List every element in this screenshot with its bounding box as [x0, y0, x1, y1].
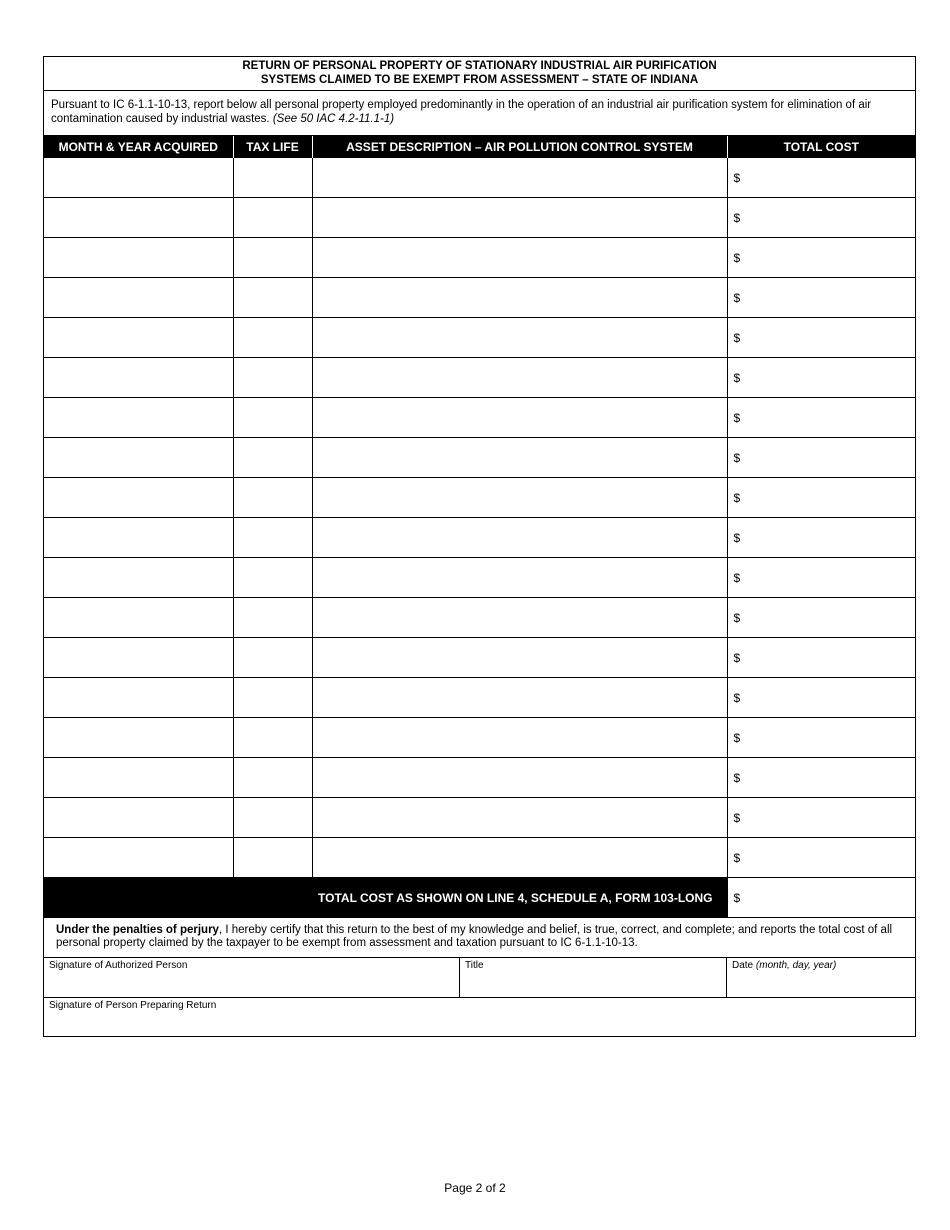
signature-row [44, 957, 915, 997]
header-total-cost: TOTAL COST [727, 136, 915, 158]
dollar-sign: $ [733, 610, 741, 625]
table-row [44, 638, 915, 678]
tax-life-field[interactable] [233, 198, 312, 238]
total-cost-field[interactable] [727, 478, 915, 518]
total-cost-field[interactable] [727, 358, 915, 398]
dollar-sign: $ [733, 170, 741, 185]
preparer-signature-field[interactable] [44, 997, 915, 1036]
authorized-signature-field[interactable] [44, 958, 460, 997]
dollar-sign: $ [733, 810, 741, 825]
tax-life-field[interactable] [233, 718, 312, 758]
asset-description-field[interactable] [312, 758, 727, 798]
dollar-sign: $ [733, 850, 741, 865]
month-year-field[interactable] [44, 278, 233, 318]
date-hint: (month, day, year) [755, 960, 837, 971]
table-row [44, 518, 915, 558]
table-row [44, 758, 915, 798]
dollar-sign: $ [733, 570, 741, 585]
form-container [43, 56, 916, 1037]
total-cost-field[interactable] [727, 278, 915, 318]
table-row [44, 398, 915, 438]
table-header-row [44, 136, 915, 158]
table-row [44, 158, 915, 198]
table-row [44, 718, 915, 758]
total-row [44, 878, 915, 918]
table-row [44, 598, 915, 638]
asset-rows [44, 158, 915, 878]
asset-description-field[interactable] [312, 398, 727, 438]
form-title-line-2: SYSTEMS CLAIMED TO BE EXEMPT FROM ASSESSMENT – STATE OF INDIANA [260, 74, 699, 86]
table-row [44, 318, 915, 358]
total-cost-field[interactable] [727, 558, 915, 598]
header-month-year: MONTH & YEAR ACQUIRED [44, 136, 233, 158]
dollar-sign: $ [733, 650, 741, 665]
tax-life-field[interactable] [233, 598, 312, 638]
asset-description-field[interactable] [312, 798, 727, 838]
month-year-field[interactable] [44, 638, 233, 678]
total-dollar-sign: $ [733, 890, 741, 905]
instructions [44, 91, 915, 136]
tax-life-field[interactable] [233, 838, 312, 878]
asset-description-field[interactable] [312, 558, 727, 598]
dollar-sign: $ [733, 370, 741, 385]
total-cost-label: TOTAL COST AS SHOWN ON LINE 4, SCHEDULE A, FORM 103-LONG [44, 878, 727, 918]
date-label: Date [732, 960, 754, 971]
total-cost-field[interactable] [727, 798, 915, 838]
total-cost-field[interactable] [727, 158, 915, 198]
total-cost-field[interactable] [727, 598, 915, 638]
asset-description-field[interactable] [312, 518, 727, 558]
table-row [44, 678, 915, 718]
month-year-field[interactable] [44, 798, 233, 838]
dollar-sign: $ [733, 490, 741, 505]
asset-table [44, 136, 915, 917]
total-cost-field[interactable] [727, 758, 915, 798]
tax-life-field[interactable] [233, 638, 312, 678]
table-row [44, 478, 915, 518]
asset-description-field[interactable] [312, 838, 727, 878]
asset-description-field[interactable] [312, 318, 727, 358]
tax-life-field[interactable] [233, 358, 312, 398]
asset-description-field[interactable] [312, 638, 727, 678]
tax-life-field[interactable] [233, 478, 312, 518]
total-cost-field[interactable] [727, 878, 915, 918]
month-year-field[interactable] [44, 518, 233, 558]
total-cost-field[interactable] [727, 718, 915, 758]
title-label: Title [465, 960, 484, 971]
dollar-sign: $ [733, 450, 741, 465]
month-year-field[interactable] [44, 358, 233, 398]
table-row [44, 798, 915, 838]
table-row [44, 278, 915, 318]
dollar-sign: $ [733, 250, 741, 265]
tax-life-field[interactable] [233, 678, 312, 718]
month-year-field[interactable] [44, 198, 233, 238]
asset-description-field[interactable] [312, 278, 727, 318]
tax-life-field[interactable] [233, 158, 312, 198]
table-row [44, 838, 915, 878]
asset-description-field[interactable] [312, 158, 727, 198]
header-tax-life: TAX LIFE [233, 136, 312, 158]
dollar-sign: $ [733, 730, 741, 745]
form-title-line-1: RETURN OF PERSONAL PROPERTY OF STATIONARY INDUSTRIAL AIR PURIFICATION [242, 60, 717, 72]
table-row [44, 198, 915, 238]
month-year-field[interactable] [44, 398, 233, 438]
dollar-sign: $ [733, 290, 741, 305]
tax-life-field[interactable] [233, 798, 312, 838]
month-year-field[interactable] [44, 238, 233, 278]
month-year-field[interactable] [44, 318, 233, 358]
dollar-sign: $ [733, 210, 741, 225]
dollar-sign: $ [733, 530, 741, 545]
asset-description-field[interactable] [312, 678, 727, 718]
total-cost-field[interactable] [727, 638, 915, 678]
asset-description-field[interactable] [312, 358, 727, 398]
authorized-signature-label: Signature of Authorized Person [49, 960, 188, 971]
month-year-field[interactable] [44, 598, 233, 638]
month-year-field[interactable] [44, 838, 233, 878]
tax-life-field[interactable] [233, 278, 312, 318]
instructions-reference: (See 50 IAC 4.2-11.1-1) [272, 113, 395, 125]
total-cost-field[interactable] [727, 518, 915, 558]
month-year-field[interactable] [44, 158, 233, 198]
certification-text: , I hereby certify that this return to the best of my knowledge and belief, is true, correct, and complete; and reports the total cost of all personal property claimed by the taxpayer to be exempt from assessment and taxation pursuant to IC 6-1.1-10-13. [56, 924, 893, 949]
total-cost-field[interactable] [727, 838, 915, 878]
certification-statement [44, 917, 915, 957]
asset-description-field[interactable] [312, 238, 727, 278]
asset-description-field[interactable] [312, 438, 727, 478]
month-year-field[interactable] [44, 758, 233, 798]
total-cost-field[interactable] [727, 238, 915, 278]
dollar-sign: $ [733, 690, 741, 705]
table-row [44, 238, 915, 278]
date-field[interactable] [727, 958, 915, 997]
tax-life-field[interactable] [233, 518, 312, 558]
certification-lead: Under the penalties of perjury [56, 924, 219, 936]
dollar-sign: $ [733, 410, 741, 425]
asset-description-field[interactable] [312, 718, 727, 758]
total-cost-field[interactable] [727, 318, 915, 358]
asset-description-field[interactable] [312, 198, 727, 238]
table-row [44, 438, 915, 478]
dollar-sign: $ [733, 770, 741, 785]
tax-life-field[interactable] [233, 758, 312, 798]
total-cost-field[interactable] [727, 398, 915, 438]
table-row [44, 558, 915, 598]
tax-life-field[interactable] [233, 318, 312, 358]
form-title [44, 57, 915, 91]
title-field[interactable] [460, 958, 727, 997]
tax-life-field[interactable] [233, 238, 312, 278]
table-row [44, 358, 915, 398]
month-year-field[interactable] [44, 718, 233, 758]
month-year-field[interactable] [44, 438, 233, 478]
tax-life-field[interactable] [233, 558, 312, 598]
header-asset-description: ASSET DESCRIPTION – AIR POLLUTION CONTROL SYSTEM [312, 136, 727, 158]
instructions-text: Pursuant to IC 6-1.1-10-13, report below all personal property employed predominantly in the operation of an industrial air purification system for elimination of air contamination caused by industrial wastes. [51, 99, 872, 125]
asset-description-field[interactable] [312, 478, 727, 518]
asset-description-field[interactable] [312, 598, 727, 638]
dollar-sign: $ [733, 330, 741, 345]
total-cost-field[interactable] [727, 678, 915, 718]
tax-life-field[interactable] [233, 438, 312, 478]
tax-life-field[interactable] [233, 398, 312, 438]
month-year-field[interactable] [44, 678, 233, 718]
month-year-field[interactable] [44, 558, 233, 598]
total-cost-field[interactable] [727, 198, 915, 238]
month-year-field[interactable] [44, 478, 233, 518]
page-number: Page 2 of 2 [444, 1181, 506, 1195]
total-cost-field[interactable] [727, 438, 915, 478]
preparer-signature-label: Signature of Person Preparing Return [49, 1000, 217, 1011]
